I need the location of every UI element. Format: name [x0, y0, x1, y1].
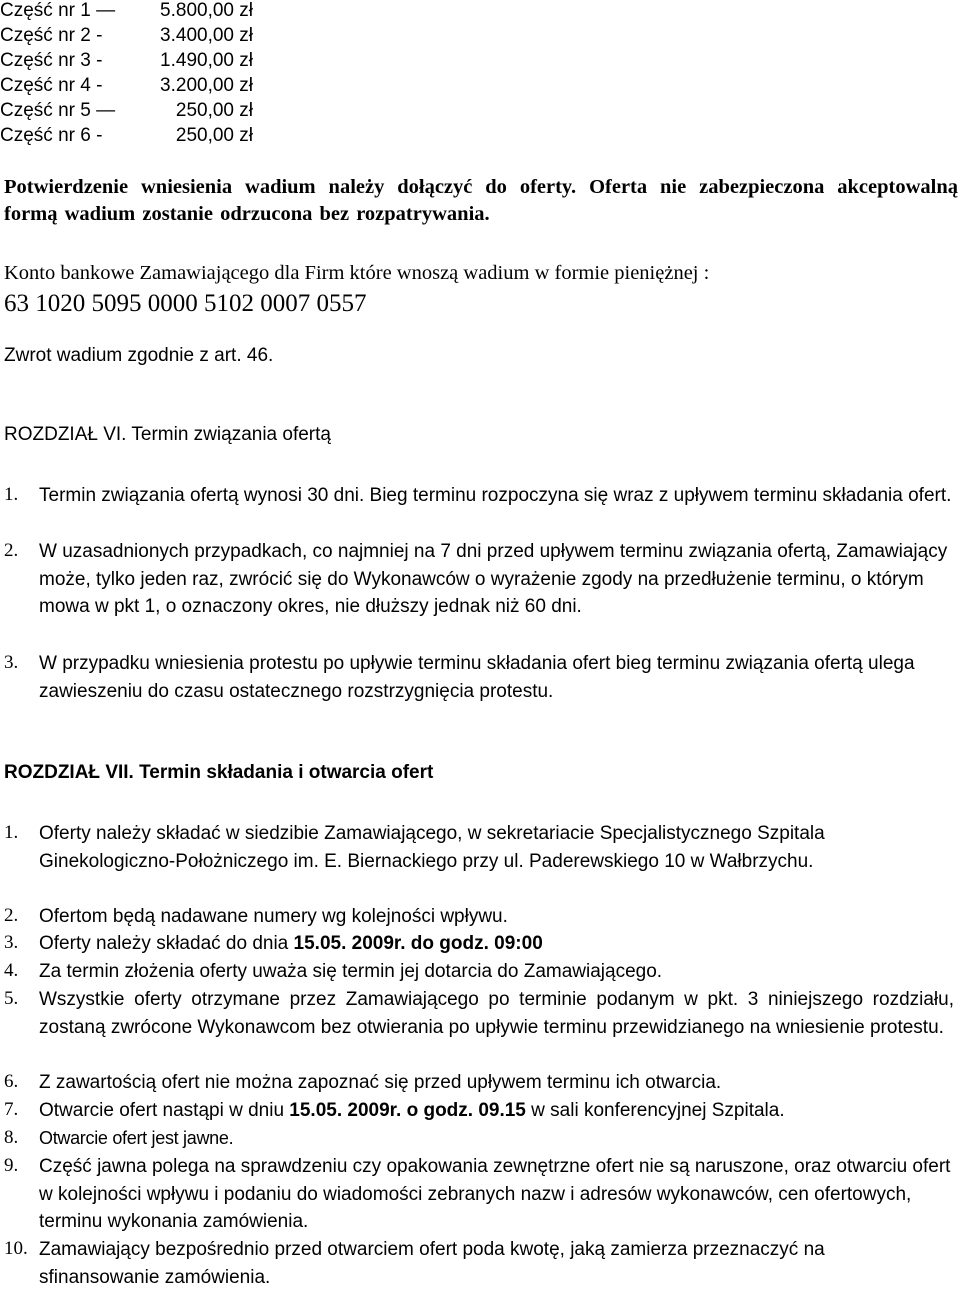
item-text: w sali konferencyjnej Szpitala.: [525, 1100, 785, 1121]
part-amount: 5.800,00 zł: [160, 0, 253, 21]
chapter7-item-10: Zamawiający bezpośrednio przed otwarciem ofert poda kwotę, jaką zamierza przeznaczyć na sfinansowanie zamówienia.: [39, 1239, 825, 1288]
part-label: Część nr 1 —: [0, 0, 116, 21]
chapter6-item-2: W uzasadnionych przypadkach, co najmniej na 7 dni przed upływem terminu związania ofertą, Zamawiający może, tylko jeden raz, zwrócić się do Wykonawców o wyrażenie zgody na przedłużenie terminu, o którym mowa w pkt 1, o oznaczony okres, nie dłuższy jednak niż 60 dni.: [39, 541, 948, 617]
bank-account-label: Konto bankowe Zamawiającego dla Firm które wnoszą wadium w formie pieniężnej :: [4, 262, 710, 284]
chapter7-item-4: Za termin złożenia oferty uważa się termin jej dotarcia do Zamawiającego.: [39, 961, 663, 982]
chapter7-item-8: Otwarcie ofert jest jawne.: [39, 1128, 234, 1148]
opening-date: 15.05. 2009r. o godz. 09.15: [289, 1100, 526, 1121]
part-amount: 3.400,00 zł: [160, 25, 253, 46]
list-number: 5.: [4, 988, 19, 1009]
part-label: Część nr 4 -: [0, 75, 103, 96]
chapter6-item-1: Termin związania ofertą wynosi 30 dni. Bieg terminu rozpoczyna się wraz z upływem terminu składania ofert.: [39, 485, 952, 506]
part-amount: 1.490,00 zł: [160, 50, 253, 71]
item-text: Otwarcie ofert nastąpi w dniu: [39, 1100, 290, 1121]
part-label: Część nr 6 -: [0, 125, 103, 146]
part-label: Część nr 2 -: [0, 25, 103, 46]
list-number: 1.: [4, 484, 19, 505]
chapter7-item-7: [39, 1097, 954, 1125]
wadium-notice: Potwierdzenie wniesienia wadium należy dołączyć do oferty. Oferta nie zabezpieczona akceptowalną formą wadium zostanie odrzucona bez rozpatrywania.: [4, 176, 958, 225]
chapter7-item-1: Oferty należy składać w siedzibie Zamawiającego, w sekretariacie Specjalistycznego Szpitala Ginekologiczno-Położniczego im. E. Biernackiego przy ul. Paderewskiego 10 w Wałbrzychu.: [39, 823, 825, 872]
list-number: 1.: [4, 822, 19, 843]
chapter7-item-5: Wszystkie oferty otrzymane przez Zamawiającego po terminie podanym w pkt. 3 niniejszego rozdziału, zostaną zwrócone Wykonawcom bez otwierania po upływie terminu przewidzianego na wniesienie protestu.: [39, 989, 954, 1038]
part-label: Część nr 5 —: [0, 100, 116, 121]
chapter7-heading: ROZDZIAŁ VII. Termin składania i otwarcia ofert: [4, 762, 434, 783]
list-number: 4.: [4, 960, 19, 981]
list-number: 6.: [4, 1071, 19, 1092]
refund-note: Zwrot wadium zgodnie z art. 46.: [4, 345, 274, 366]
list-number: 3.: [4, 932, 19, 953]
list-number: 7.: [4, 1099, 19, 1120]
part-amount: 250,00 zł: [175, 125, 253, 146]
bank-account-number: 63 1020 5095 0000 5102 0007 0557: [4, 290, 367, 317]
list-number: 10.: [4, 1238, 28, 1259]
item-text: Oferty należy składać do dnia: [39, 933, 294, 954]
chapter7-item-6: Z zawartością ofert nie można zapoznać się przed upływem terminu ich otwarcia.: [39, 1072, 722, 1093]
list-number: 9.: [4, 1155, 19, 1176]
list-number: 2.: [4, 540, 19, 561]
chapter7-item-9: Część jawna polega na sprawdzeniu czy opakowania zewnętrzne ofert nie są naruszone, oraz otwarciu ofert w kolejności wpływu i podaniu do wiadomości zebranych nazw i adresów wykonawców, cen ofertowych, terminu wykonania zamówienia.: [39, 1156, 951, 1232]
list-number: 3.: [4, 652, 19, 673]
part-amount: 3.200,00 zł: [160, 75, 253, 96]
list-number: 2.: [4, 905, 19, 926]
part-amount: 250,00 zł: [175, 100, 253, 121]
chapter7-item-2: Ofertom będą nadawane numery wg kolejności wpływu.: [39, 906, 508, 927]
chapter6-heading: ROZDZIAŁ VI. Termin związania ofertą: [4, 424, 331, 445]
part-label: Część nr 3 -: [0, 50, 103, 71]
chapter7-item-3: [39, 930, 954, 958]
chapter6-item-3: W przypadku wniesienia protestu po upływie terminu składania ofert bieg terminu związania ofertą ulega zawieszeniu do czasu ostatecznego rozstrzygnięcia protestu.: [39, 653, 915, 702]
list-number: 8.: [4, 1127, 19, 1148]
deadline-date: 15.05. 2009r. do godz. 09:00: [293, 933, 543, 954]
